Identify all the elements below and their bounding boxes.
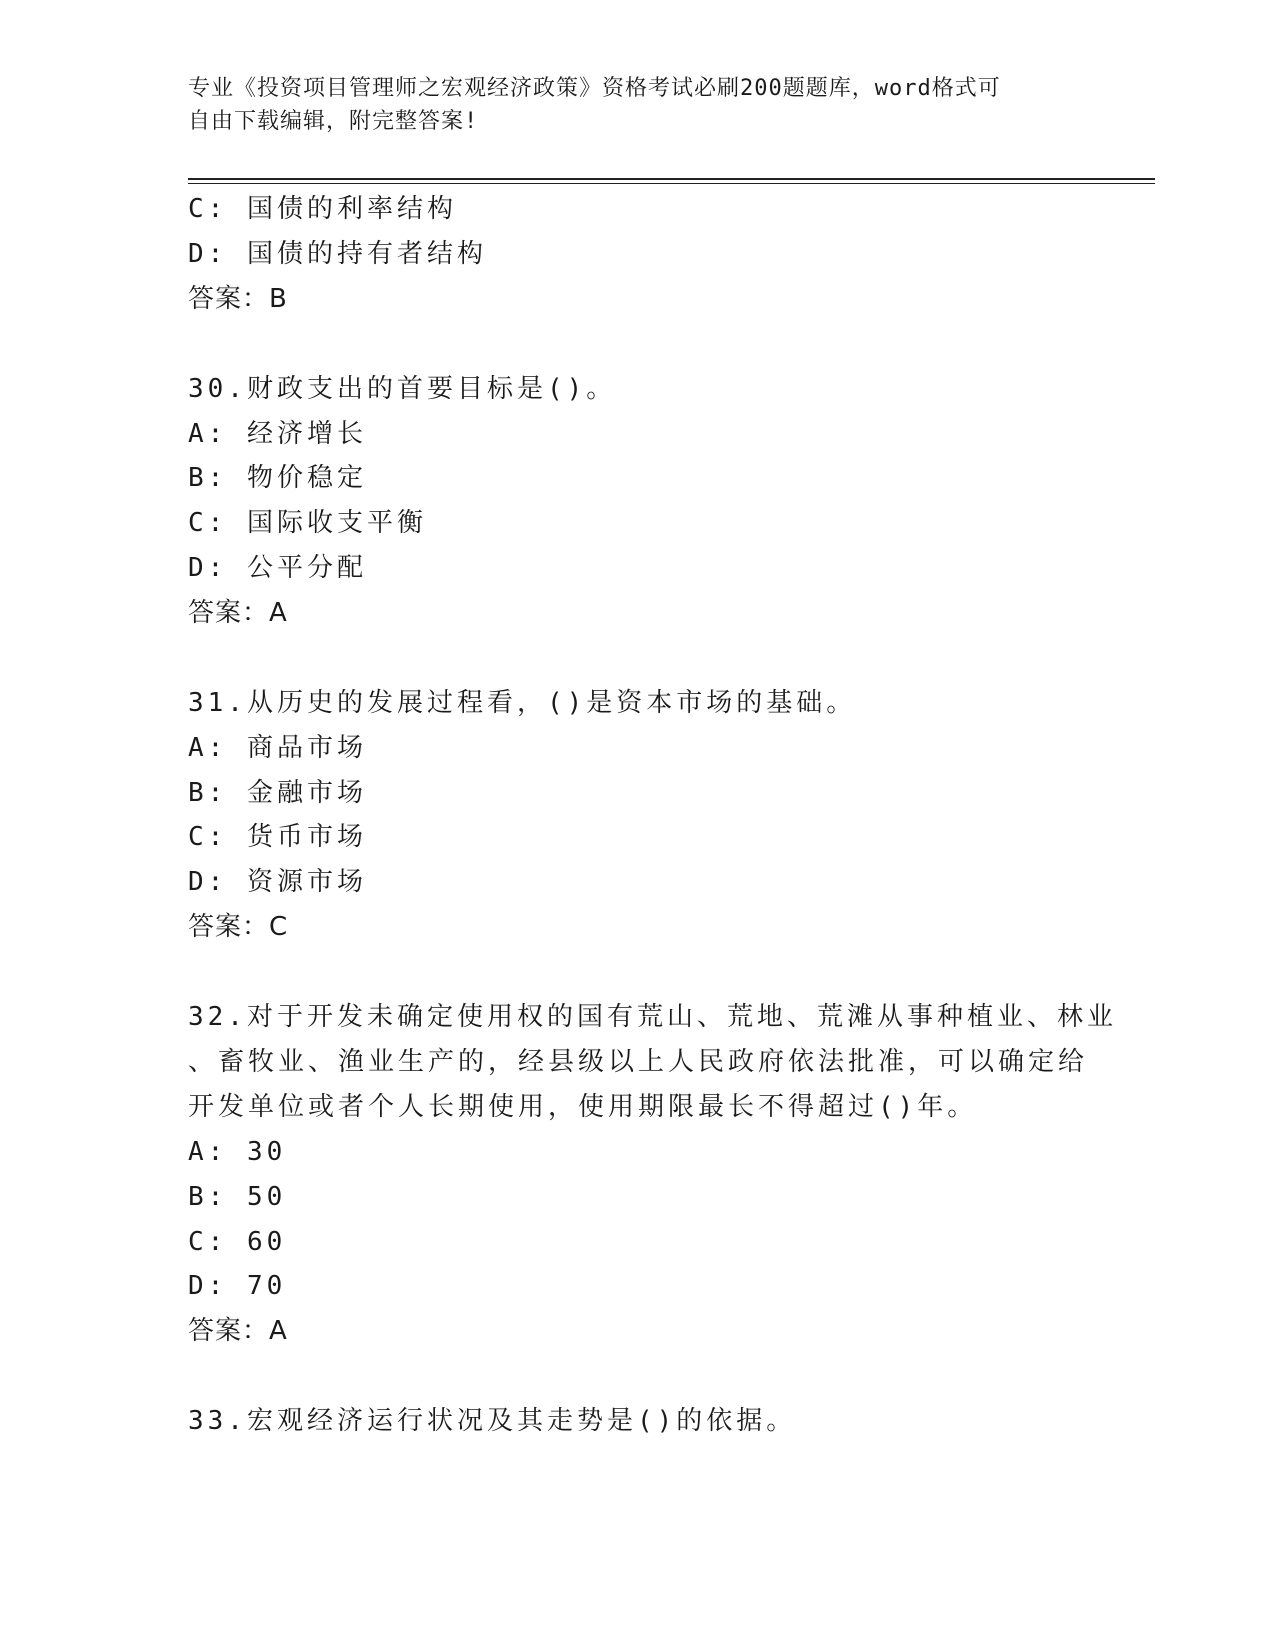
q30-option-b: B: 物价稳定 (188, 463, 367, 493)
q30-answer: 答案：A (188, 598, 288, 628)
header-line-2: 自由下载编辑，附完整答案! (188, 109, 479, 134)
q31-answer: 答案：C (188, 912, 289, 942)
q30-option-a: A: 经济增长 (188, 419, 367, 449)
q32-answer: 答案：A (188, 1316, 288, 1346)
header-divider-thin (188, 183, 1155, 184)
q32-option-a: A: 30 (188, 1137, 287, 1167)
q31-stem: 31.从历史的发展过程看，()是资本市场的基础。 (188, 688, 857, 718)
q31-option-b: B: 金融市场 (188, 778, 367, 808)
q32-option-c: C: 60 (188, 1227, 287, 1257)
header-divider-thick (188, 178, 1155, 180)
q31-option-c: C: 货币市场 (188, 822, 367, 852)
prev-option-c: C: 国债的利率结构 (188, 194, 457, 224)
q31-option-d: D: 资源市场 (188, 867, 367, 897)
q30-option-d: D: 公平分配 (188, 553, 367, 583)
q33-stem: 33.宏观经济运行状况及其走势是()的依据。 (188, 1406, 797, 1436)
q32-stem-line-3: 开发单位或者个人长期使用，使用期限最长不得超过()年。 (188, 1092, 978, 1122)
q32-option-b: B: 50 (188, 1182, 287, 1212)
prev-answer: 答案：B (188, 284, 288, 314)
q31-option-a: A: 商品市场 (188, 733, 367, 763)
header-line-1: 专业《投资项目管理师之宏观经济政策》资格考试必刷200题题库，word格式可 (188, 76, 1001, 101)
q32-stem-line-1: 32.对于开发未确定使用权的国有荒山、荒地、荒滩从事种植业、林业 (188, 1002, 1117, 1032)
q30-stem: 30.财政支出的首要目标是()。 (188, 374, 617, 404)
q32-stem-line-2: 、畜牧业、渔业生产的，经县级以上人民政府依法批准，可以确定给 (188, 1047, 1089, 1077)
document-header (188, 72, 1088, 138)
q30-option-c: C: 国际收支平衡 (188, 508, 427, 538)
prev-option-d: D: 国债的持有者结构 (188, 239, 487, 269)
q32-option-d: D: 70 (188, 1271, 287, 1301)
